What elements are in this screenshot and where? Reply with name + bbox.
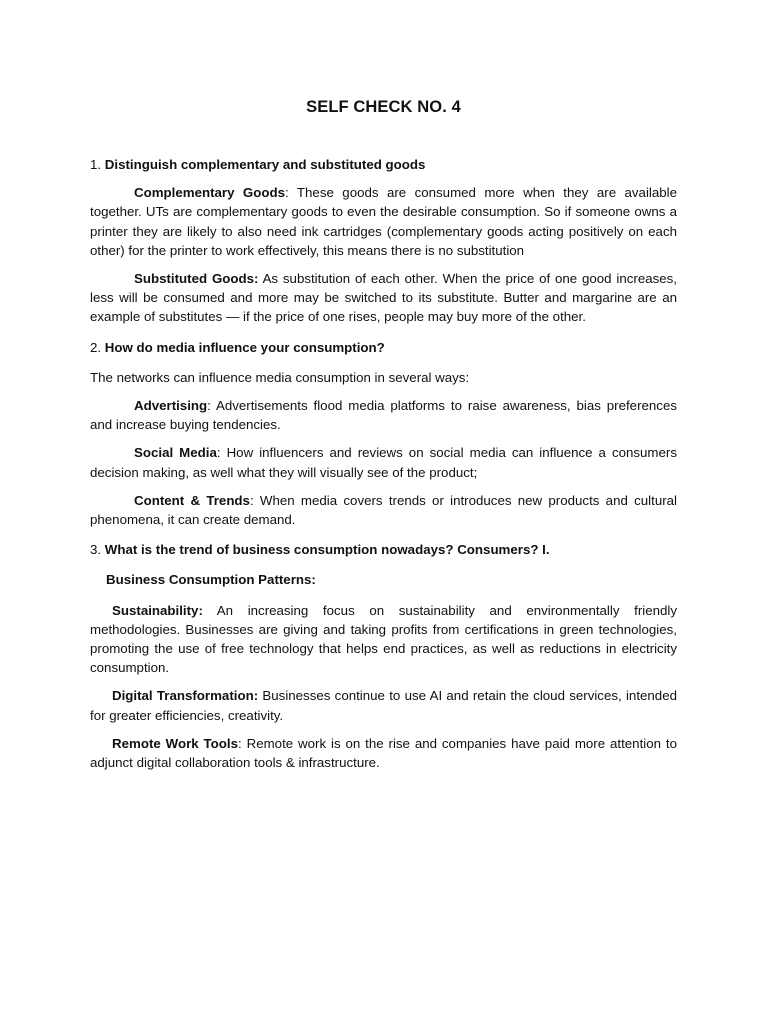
complementary-goods-term: Complementary Goods: [134, 185, 286, 201]
content-trends-paragraph: [90, 491, 677, 529]
social-media-paragraph: [90, 443, 677, 481]
social-media-text: : How influencers and reviews on social media can influence a consumers decision making, as well what they will visually see of the product;: [90, 445, 677, 480]
sustainability-paragraph: [90, 601, 677, 678]
remote-work-text: : Remote work is on the rise and companies have paid more attention to adjunct digital collaboration tools & infrastructure.: [90, 735, 677, 771]
question-2-number: 2.: [90, 339, 102, 355]
question-3-text: What is the trend of business consumption nowadays? Consumers? I.: [104, 542, 550, 558]
question-1: [90, 155, 677, 174]
complementary-goods-text: : These goods are consumed more when they are available together. UTs are complementary goods to even the desirable consumption. So if someone owns a printer they are likely to also need ink cartridges (complementary goods acting positively on each other) for the printer to work effectively, this means there is no substitution: [90, 185, 678, 258]
digital-transformation-text: Businesses continue to use AI and retain the cloud services, intended for greater efficiencies, creativity.: [90, 688, 677, 723]
advertising-paragraph: [90, 396, 677, 434]
question-2-text: How do media influence your consumption?: [104, 339, 385, 355]
digital-transformation-term: Digital Transformation:: [112, 688, 259, 704]
page-title: SELF CHECK NO. 4: [306, 98, 461, 116]
content-trends-term: Content & Trends: [134, 492, 250, 508]
question-3: [90, 540, 677, 559]
remote-work-term: Remote Work Tools: [112, 735, 239, 751]
substituted-goods-paragraph: [90, 269, 677, 327]
question-1-number: 1.: [90, 157, 102, 172]
business-consumption-heading: Business Consumption Patterns:: [106, 572, 316, 588]
remote-work-paragraph: [90, 734, 677, 772]
question-3-number: 3.: [90, 542, 102, 558]
complementary-goods-paragraph: [90, 183, 677, 260]
substituted-goods-term: Substituted Goods:: [134, 271, 259, 287]
question-2: [90, 338, 677, 357]
sustainability-term: Sustainability:: [112, 602, 203, 618]
substituted-goods-text: As substitution of each other. When the price of one good increases, less will be consumed and more may be switched to its substitute. Butter and margarine are an example of substitutes — if the price of one rises, people may buy more of the other.: [90, 271, 677, 325]
question-1-text: Distinguish complementary and substituted goods: [104, 157, 426, 172]
content-trends-text: : When media covers trends or introduces new products and cultural phenomena, it can create demand.: [90, 492, 677, 528]
advertising-text: : Advertisements flood media platforms to raise awareness, bias preferences and increase buying tendencies.: [90, 398, 677, 433]
social-media-term: Social Media: [134, 445, 217, 461]
media-intro: The networks can influence media consumption in several ways:: [90, 369, 470, 385]
digital-transformation-paragraph: [90, 686, 677, 724]
advertising-term: Advertising: [134, 398, 208, 414]
sustainability-text: An increasing focus on sustainability and environmentally friendly methodologies. Businesses are giving and taking profits from certifications in green technologies, promoting the use of free technology that helps end practices, as well as reductions in electricity consumption.: [90, 602, 677, 676]
